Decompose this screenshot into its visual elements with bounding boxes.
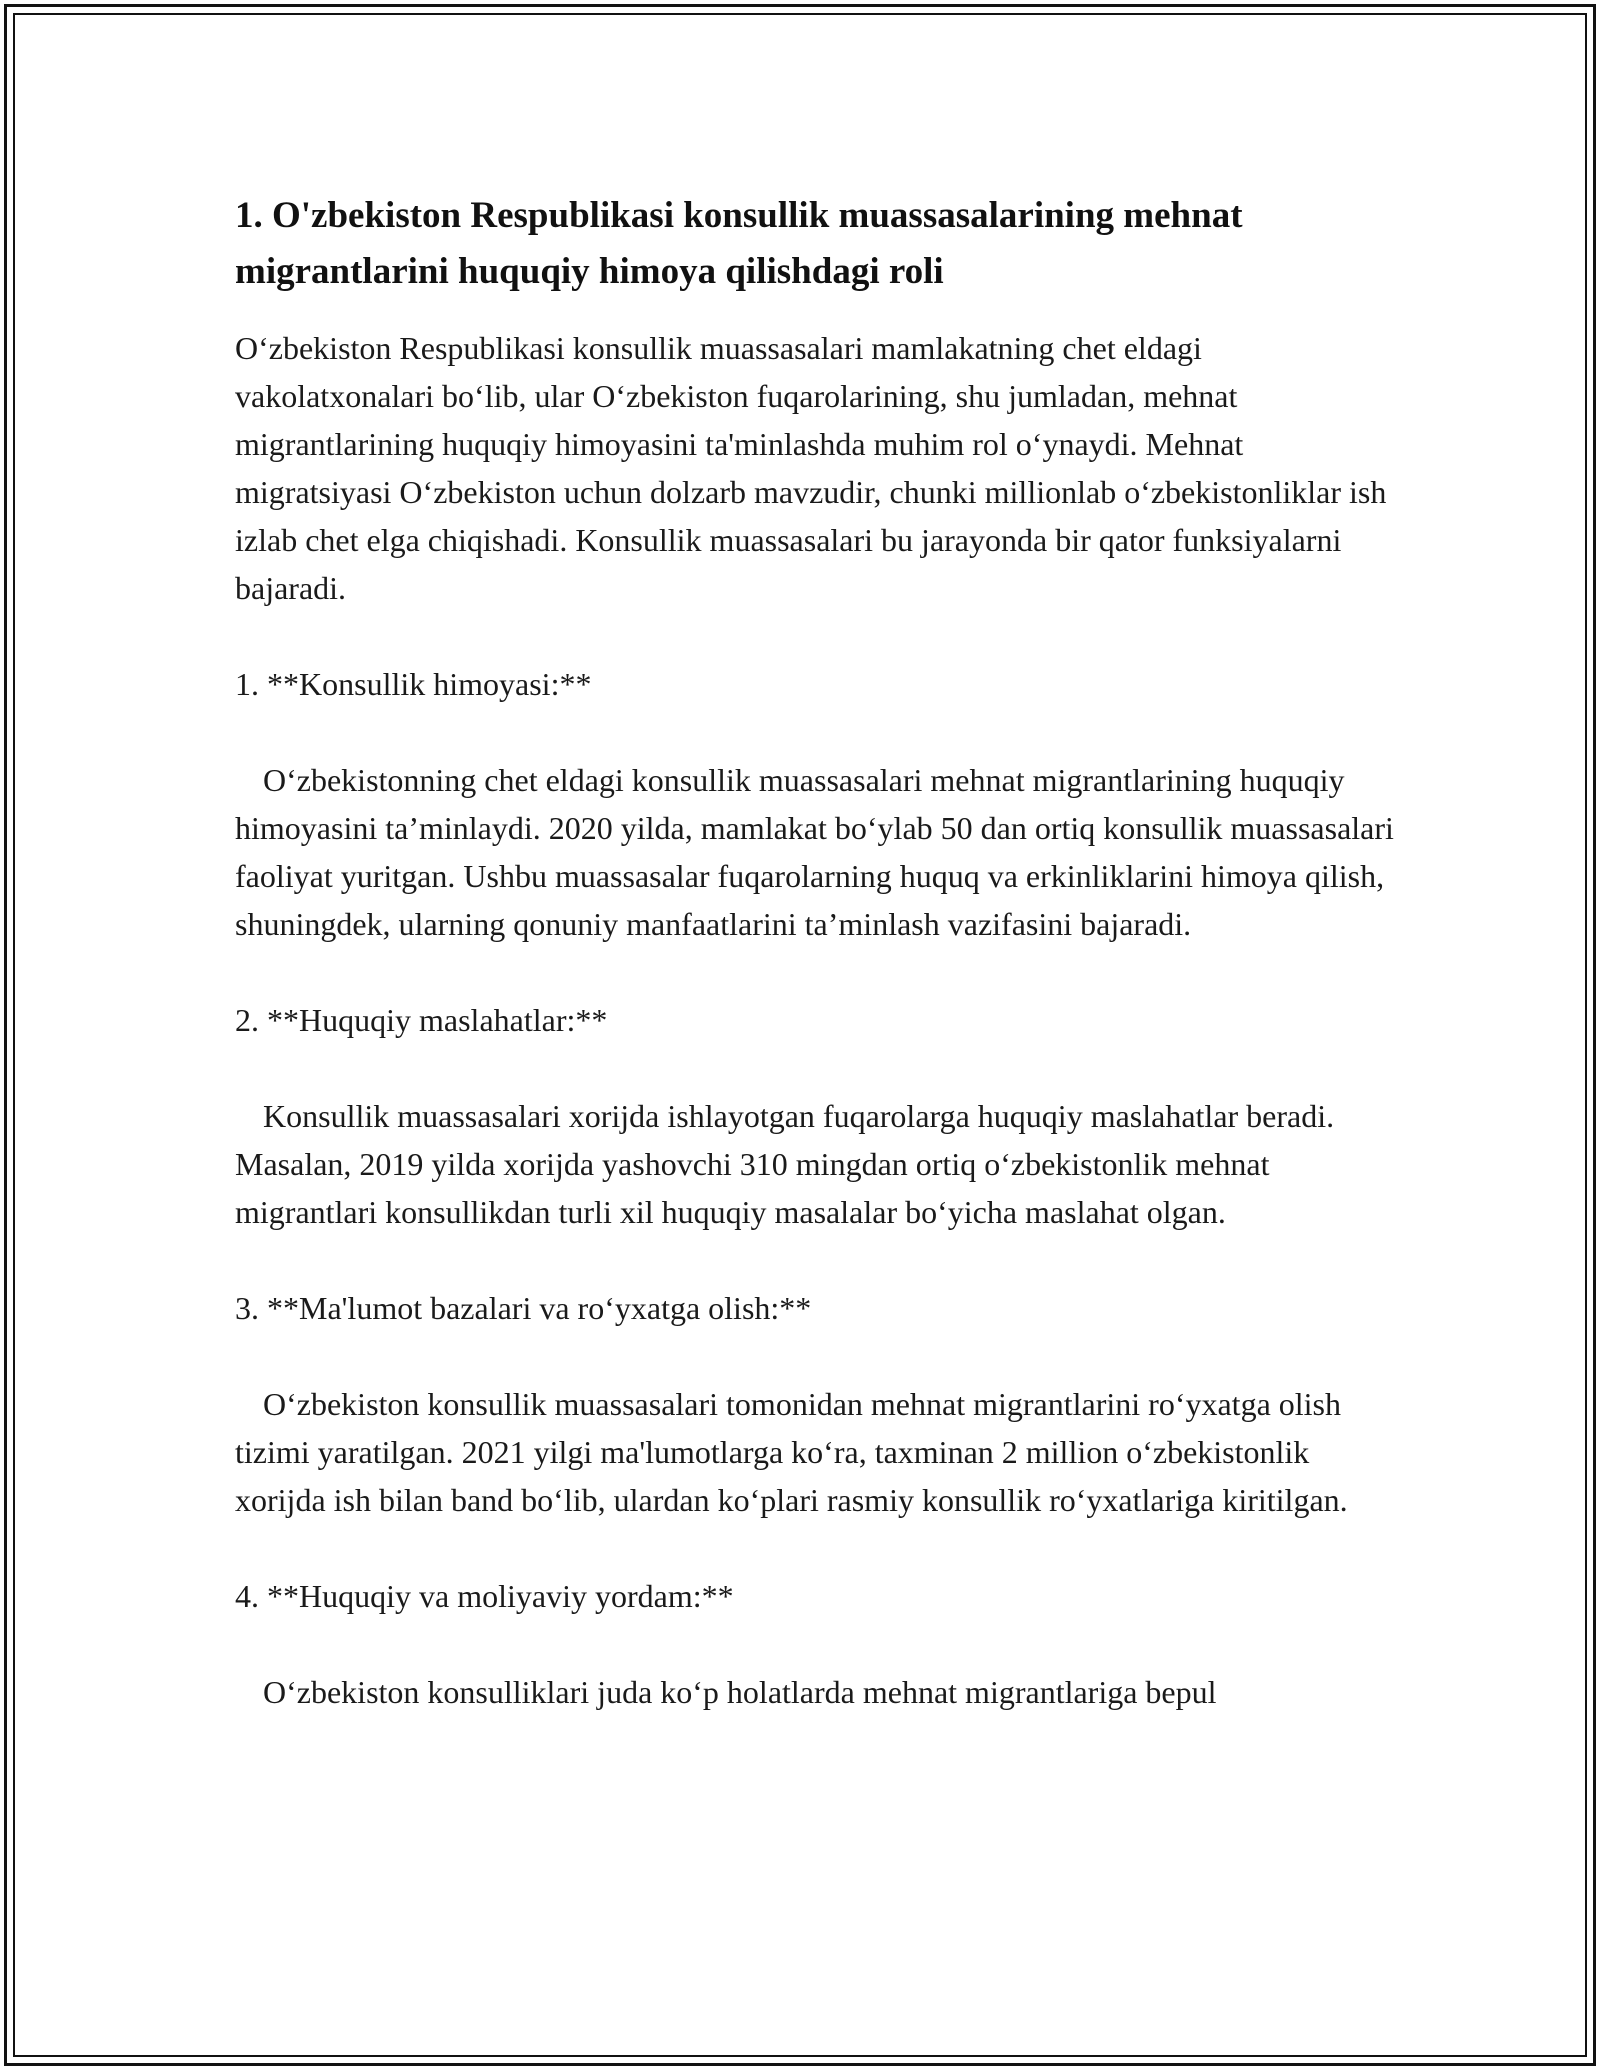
spacer: [235, 1620, 1405, 1668]
section-heading-3: 3. **Ma'lumot bazalari va ro‘yxatga olish:**: [235, 1290, 812, 1326]
spacer: [235, 1332, 1405, 1380]
section-body-1: O‘zbekistonning chet eldagi konsullik muassasalari mehnat migrantlarining huquqiy himoyasini ta’minlaydi. 2020 yilda, mamlakat bo‘ylab 50 dan ortiq konsullik muassasalari faoliyat yuritgan. Ushbu muassasalar fuqarolarning huquq va erkinliklarini himoya qilish, shuningdek, ularning qonuniy manfaatlarini ta’minlash vazifasini bajaradi.: [235, 762, 1402, 942]
intro-paragraph: O‘zbekiston Respublikasi konsullik muassasalari mamlakatning chet eldagi vakolatxonalari bo‘lib, ular O‘zbekiston fuqarolarining, shu jumladan, mehnat migrantlarining huquqiy himoyasini ta'minlashda muhim rol o‘ynaydi. Mehnat migratsiyasi O‘zbekiston uchun dolzarb mavzudir, chunki millionlab o‘zbekistonliklar ish izlab chet elga chiqishadi. Konsullik muassasalari bu jarayonda bir qator funksiyalarni bajaradi.: [235, 330, 1395, 606]
section-body-3: O‘zbekiston konsullik muassasalari tomonidan mehnat migrantlarini ro‘yxatga olish tizimi yaratilgan. 2021 yilgi ma'lumotlarga ko‘ra, taxminan 2 million o‘zbekistonlik xorijda ish bilan band bo‘lib, ulardan ko‘plari rasmiy konsullik ro‘yxatlariga kiritilgan.: [235, 1386, 1349, 1518]
section-body-4: O‘zbekiston konsulliklari juda ko‘p holatlarda mehnat migrantlariga bepul: [263, 1674, 1217, 1710]
spacer: [235, 1236, 1405, 1284]
document-title: 1. O'zbekiston Respublikasi konsullik muassasalarining mehnat migrantlarini huquqiy himoya qilishdagi roli: [235, 195, 1243, 292]
spacer: [235, 612, 1405, 660]
spacer: [235, 708, 1405, 756]
document-body: [235, 188, 1405, 1716]
spacer: [235, 1044, 1405, 1092]
section-heading-2: 2. **Huquqiy maslahatlar:**: [235, 1002, 608, 1038]
section-body-2: Konsullik muassasalari xorijda ishlayotgan fuqarolarga huquqiy maslahatlar beradi. Masalan, 2019 yilda xorijda yashovchi 310 mingdan ortiq o‘zbekistonlik mehnat migrantlari konsullikdan turli xil huquqiy masalalar bo‘yicha maslahat olgan.: [235, 1098, 1343, 1230]
spacer: [235, 1524, 1405, 1572]
section-heading-1: 1. **Konsullik himoyasi:**: [235, 666, 592, 702]
section-heading-4: 4. **Huquqiy va moliyaviy yordam:**: [235, 1578, 734, 1614]
spacer: [235, 948, 1405, 996]
